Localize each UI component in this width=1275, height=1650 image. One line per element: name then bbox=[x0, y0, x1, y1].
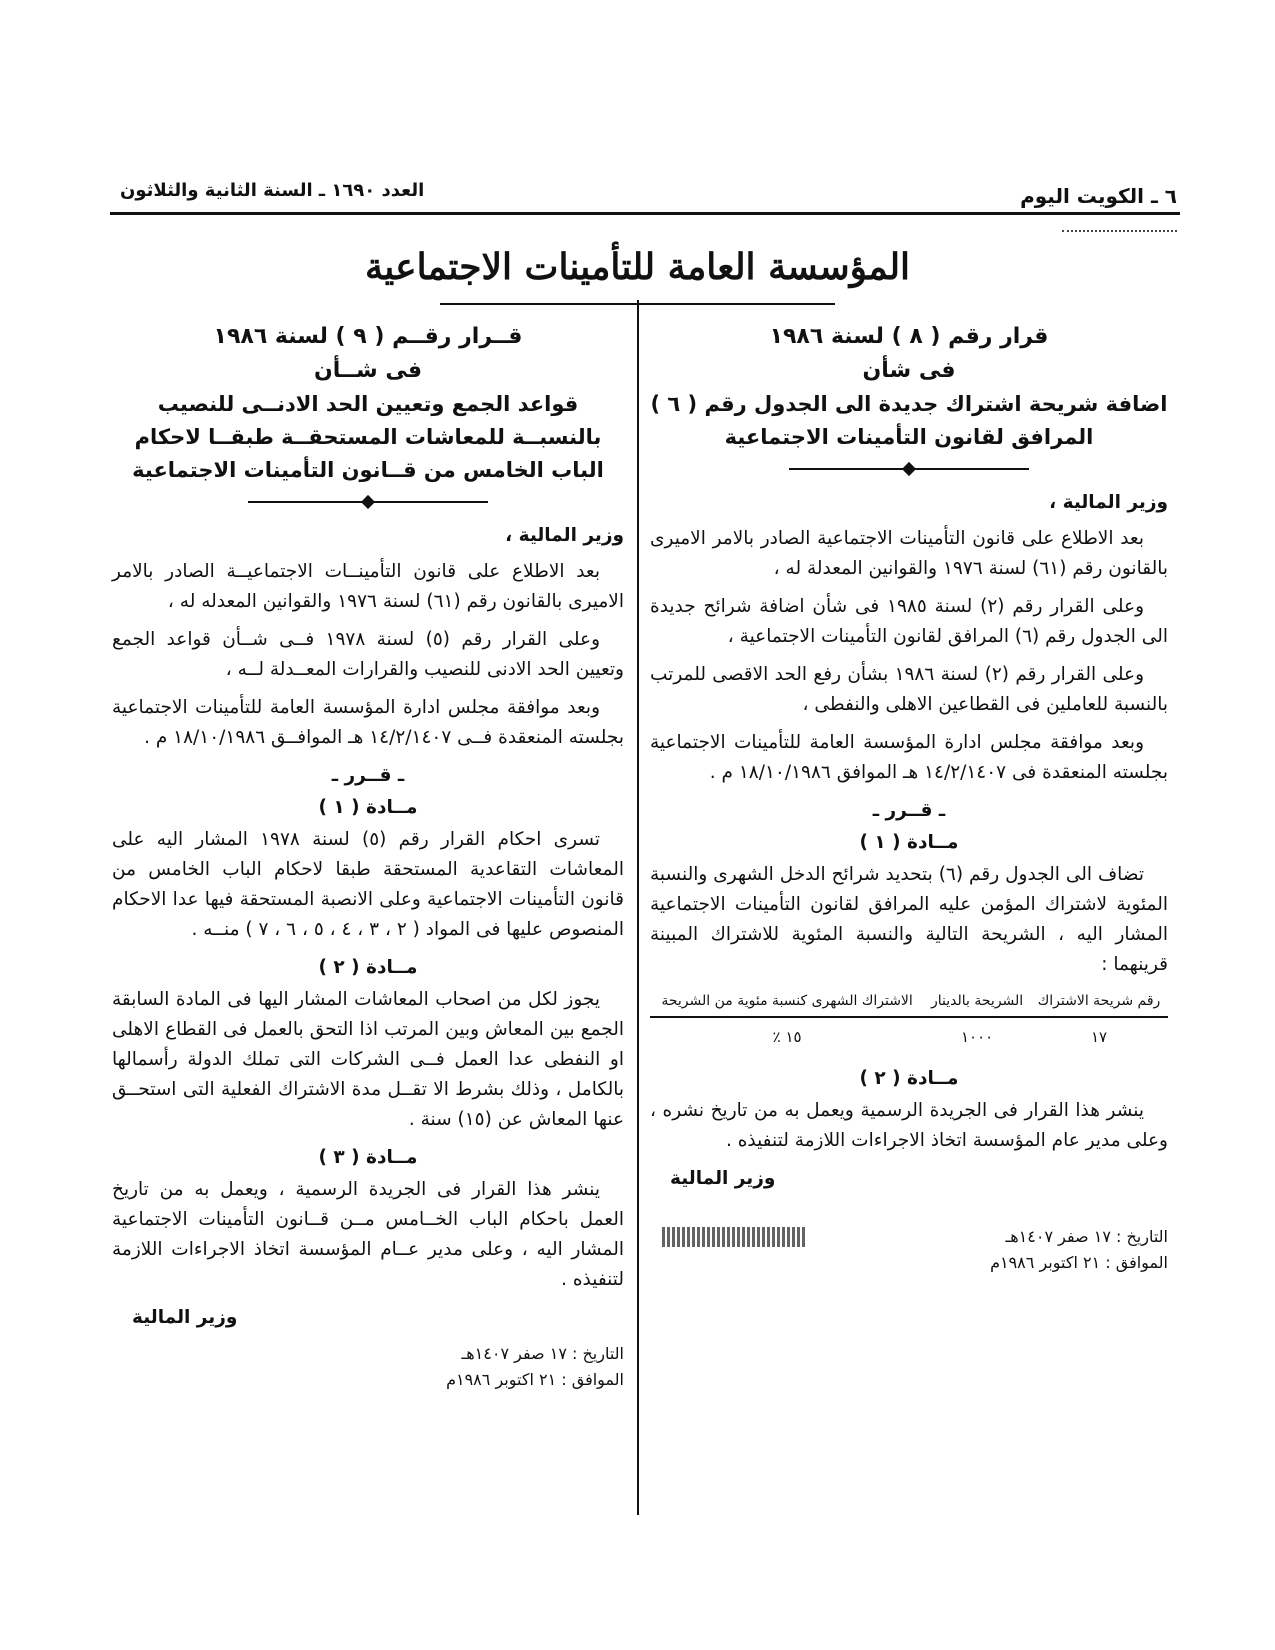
decision-8-signature: وزير المالية bbox=[670, 1168, 776, 1189]
decision-9-subject: قواعد الجمع وتعيين الحد الادنــى للنصيب بالنسبــة للمعاشات المستحقــة طبقــا لاحكام الباب الخامس من قــانون التأمينات الاجتماعية bbox=[132, 392, 604, 482]
table-cell-monthly-pct: ١٥ ٪ bbox=[772, 1028, 802, 1046]
print-speck bbox=[1062, 230, 1177, 238]
decision-8-date-greg: الموافق : ٢١ اكتوبر ١٩٨٦م bbox=[990, 1253, 1168, 1272]
decision-9-article-3-text: ينشر هذا القرار فى الجريدة الرسمية ، ويعمل به من تاريخ العمل باحكام الباب الخــامس مــن قــانون التأمينات الاجتماعية المشار اليه ، وعلى مدير عــام المؤسسة اتخاذ الاجراءات اللازمة لتنفيذه . bbox=[112, 1179, 624, 1290]
decision-9-article-3-label: مــادة ( ٣ ) bbox=[318, 1147, 418, 1168]
decision-8-decided: ـ قــرر ـ bbox=[872, 800, 946, 821]
decision-9-article-1-label: مــادة ( ١ ) bbox=[318, 797, 418, 818]
table-cell-bracket-no: ١٧ bbox=[1090, 1028, 1108, 1046]
decision-9-article-2-label: مــادة ( ٢ ) bbox=[318, 957, 418, 978]
decision-9-article-1-text: تسرى احكام القرار رقم (٥) لسنة ١٩٧٨ المشار اليه على المعاشات التقاعدية المستحقة طبقا لاحكام الباب الخامس من قانون التأمينات الاجتماعية وعلى الانصبة المستحقة فيها عدا الاحكام المنصوص عليها فى المواد ( ٢ ، ٣ ، ٤ ، ٥ ، ٦ ، ٧ ) منــه . bbox=[112, 829, 624, 940]
decision-9-date-hijri: التاريخ : ١٧ صفر ١٤٠٧هـ bbox=[461, 1344, 624, 1363]
decision-9-decided: ـ قــرر ـ bbox=[331, 765, 405, 786]
table-header-monthly-pct: الاشتراك الشهرى كنسبة مئوية من الشريحة bbox=[650, 990, 924, 1017]
decision-8-para-1: بعد الاطلاع على قانون التأمينات الاجتماعية الصادر بالامر الاميرى بالقانون رقم (٦١) لسنة ١٩٧٦ والقوانين المعدلة له ، bbox=[650, 528, 1168, 579]
institution-banner: المؤسسة العامة للتأمينات الاجتماعية bbox=[364, 246, 911, 288]
table-header-bracket-dinar: الشريحة بالدينار bbox=[924, 990, 1030, 1017]
table-row bbox=[650, 1017, 1168, 1050]
ornament-divider bbox=[789, 462, 1029, 476]
decision-9-para-3: وبعد موافقة مجلس ادارة المؤسسة العامة للتأمينات الاجتماعية بجلسته المنعقدة فــى ١٤/٢/١٤٠٧ هـ الموافــق ١٨/١٠/١٩٨٦ م . bbox=[112, 697, 624, 748]
decision-9-article-2-text: يجوز لكل من اصحاب المعاشات المشار اليها فى المادة السابقة الجمع بين المعاش وبين المرتب اذا التحق بالعمل فى القطاع الاهلى او النفطى عدا العمل فــى الشركات التى تملك الدولة رأسمالها بالكامل ، وذلك بشرط الا تقــل مدة الاشتراك الفعلية التى استحــق عنها المعاش عن (١٥) سنة . bbox=[112, 989, 624, 1130]
decision-9-para-2: وعلى القرار رقم (٥) لسنة ١٩٧٨ فــى شــأن قواعد الجمع وتعيين الحد الادنى للنصيب والقرارات المعــدلة لــه ، bbox=[112, 629, 624, 680]
table-header-bracket-no: رقم شريحة الاشتراك bbox=[1030, 990, 1168, 1017]
decision-9-minister: وزير المالية ، bbox=[505, 525, 624, 546]
page-header-left: العدد ١٦٩٠ ـ السنة الثانية والثلاثون bbox=[120, 180, 425, 201]
decision-9-regarding: فى شــأن bbox=[313, 358, 423, 383]
decision-8-article-2-text: ينشر هذا القرار فى الجريدة الرسمية ويعمل به من تاريخ نشره ، وعلى مدير عام المؤسسة اتخاذ الاجراءات اللازمة لتنفيذه . bbox=[650, 1100, 1168, 1151]
print-smudge bbox=[662, 1227, 807, 1247]
decision-8-subject: اضافة شريحة اشتراك جديدة الى الجدول رقم ( ٦ ) المرافق لقانون التأمينات الاجتماعية bbox=[650, 392, 1168, 449]
decision-8-article-1-text: تضاف الى الجدول رقم (٦) بتحديد شرائح الدخل الشهرى والنسبة المئوية لاشتراك المؤمن عليه المرافق لقانون التأمينات الاجتماعية المشار اليه ، الشريحة التالية والنسبة المئوية للاشتراك المبينة قرينهما : bbox=[650, 864, 1168, 975]
page-header-right: ٦ ـ الكويت اليوم bbox=[1020, 184, 1177, 208]
decision-9-title: قــرار رقــم ( ٩ ) لسنة ١٩٨٦ bbox=[213, 324, 523, 349]
decision-8-column bbox=[650, 320, 1168, 1276]
decision-8-regarding: فى شأن bbox=[862, 358, 956, 383]
decision-9-date-greg: الموافق : ٢١ اكتوبر ١٩٨٦م bbox=[446, 1370, 624, 1389]
decision-9-column bbox=[112, 320, 624, 1393]
decision-8-article-2-label: مــادة ( ٢ ) bbox=[859, 1068, 959, 1089]
decision-8-date-hijri: التاريخ : ١٧ صفر ١٤٠٧هـ bbox=[1005, 1227, 1168, 1246]
decision-8-para-2: وعلى القرار رقم (٢) لسنة ١٩٨٥ فى شأن اضافة شرائح جديدة الى الجدول رقم (٦) المرافق لقانون التأمينات الاجتماعية ، bbox=[650, 596, 1168, 647]
decision-9-para-1: بعد الاطلاع على قانون التأمينــات الاجتماعيــة الصادر بالامر الاميرى بالقانون رقم (٦١) لسنة ١٩٧٦ والقوانين المعدله له ، bbox=[112, 561, 624, 612]
decision-8-article-1-label: مــادة ( ١ ) bbox=[859, 832, 959, 853]
contribution-table bbox=[650, 990, 1168, 1050]
decision-8-title: قرار رقم ( ٨ ) لسنة ١٩٨٦ bbox=[769, 324, 1049, 349]
column-divider bbox=[637, 300, 639, 1515]
ornament-divider bbox=[248, 495, 488, 509]
decision-9-signature: وزير المالية bbox=[132, 1307, 238, 1328]
header-rule bbox=[110, 212, 1180, 215]
decision-8-para-3: وعلى القرار رقم (٢) لسنة ١٩٨٦ بشأن رفع الحد الاقصى للمرتب بالنسبة للعاملين فى القطاعين الاهلى والنفطى ، bbox=[650, 664, 1168, 715]
table-cell-bracket-dinar: ١٠٠٠ bbox=[961, 1028, 994, 1046]
decision-8-para-4: وبعد موافقة مجلس ادارة المؤسسة العامة للتأمينات الاجتماعية بجلسته المنعقدة فى ١٤/٢/١٤٠٧ هـ الموافق ١٨/١٠/١٩٨٦ م . bbox=[650, 732, 1168, 783]
decision-8-minister: وزير المالية ، bbox=[1049, 492, 1168, 513]
